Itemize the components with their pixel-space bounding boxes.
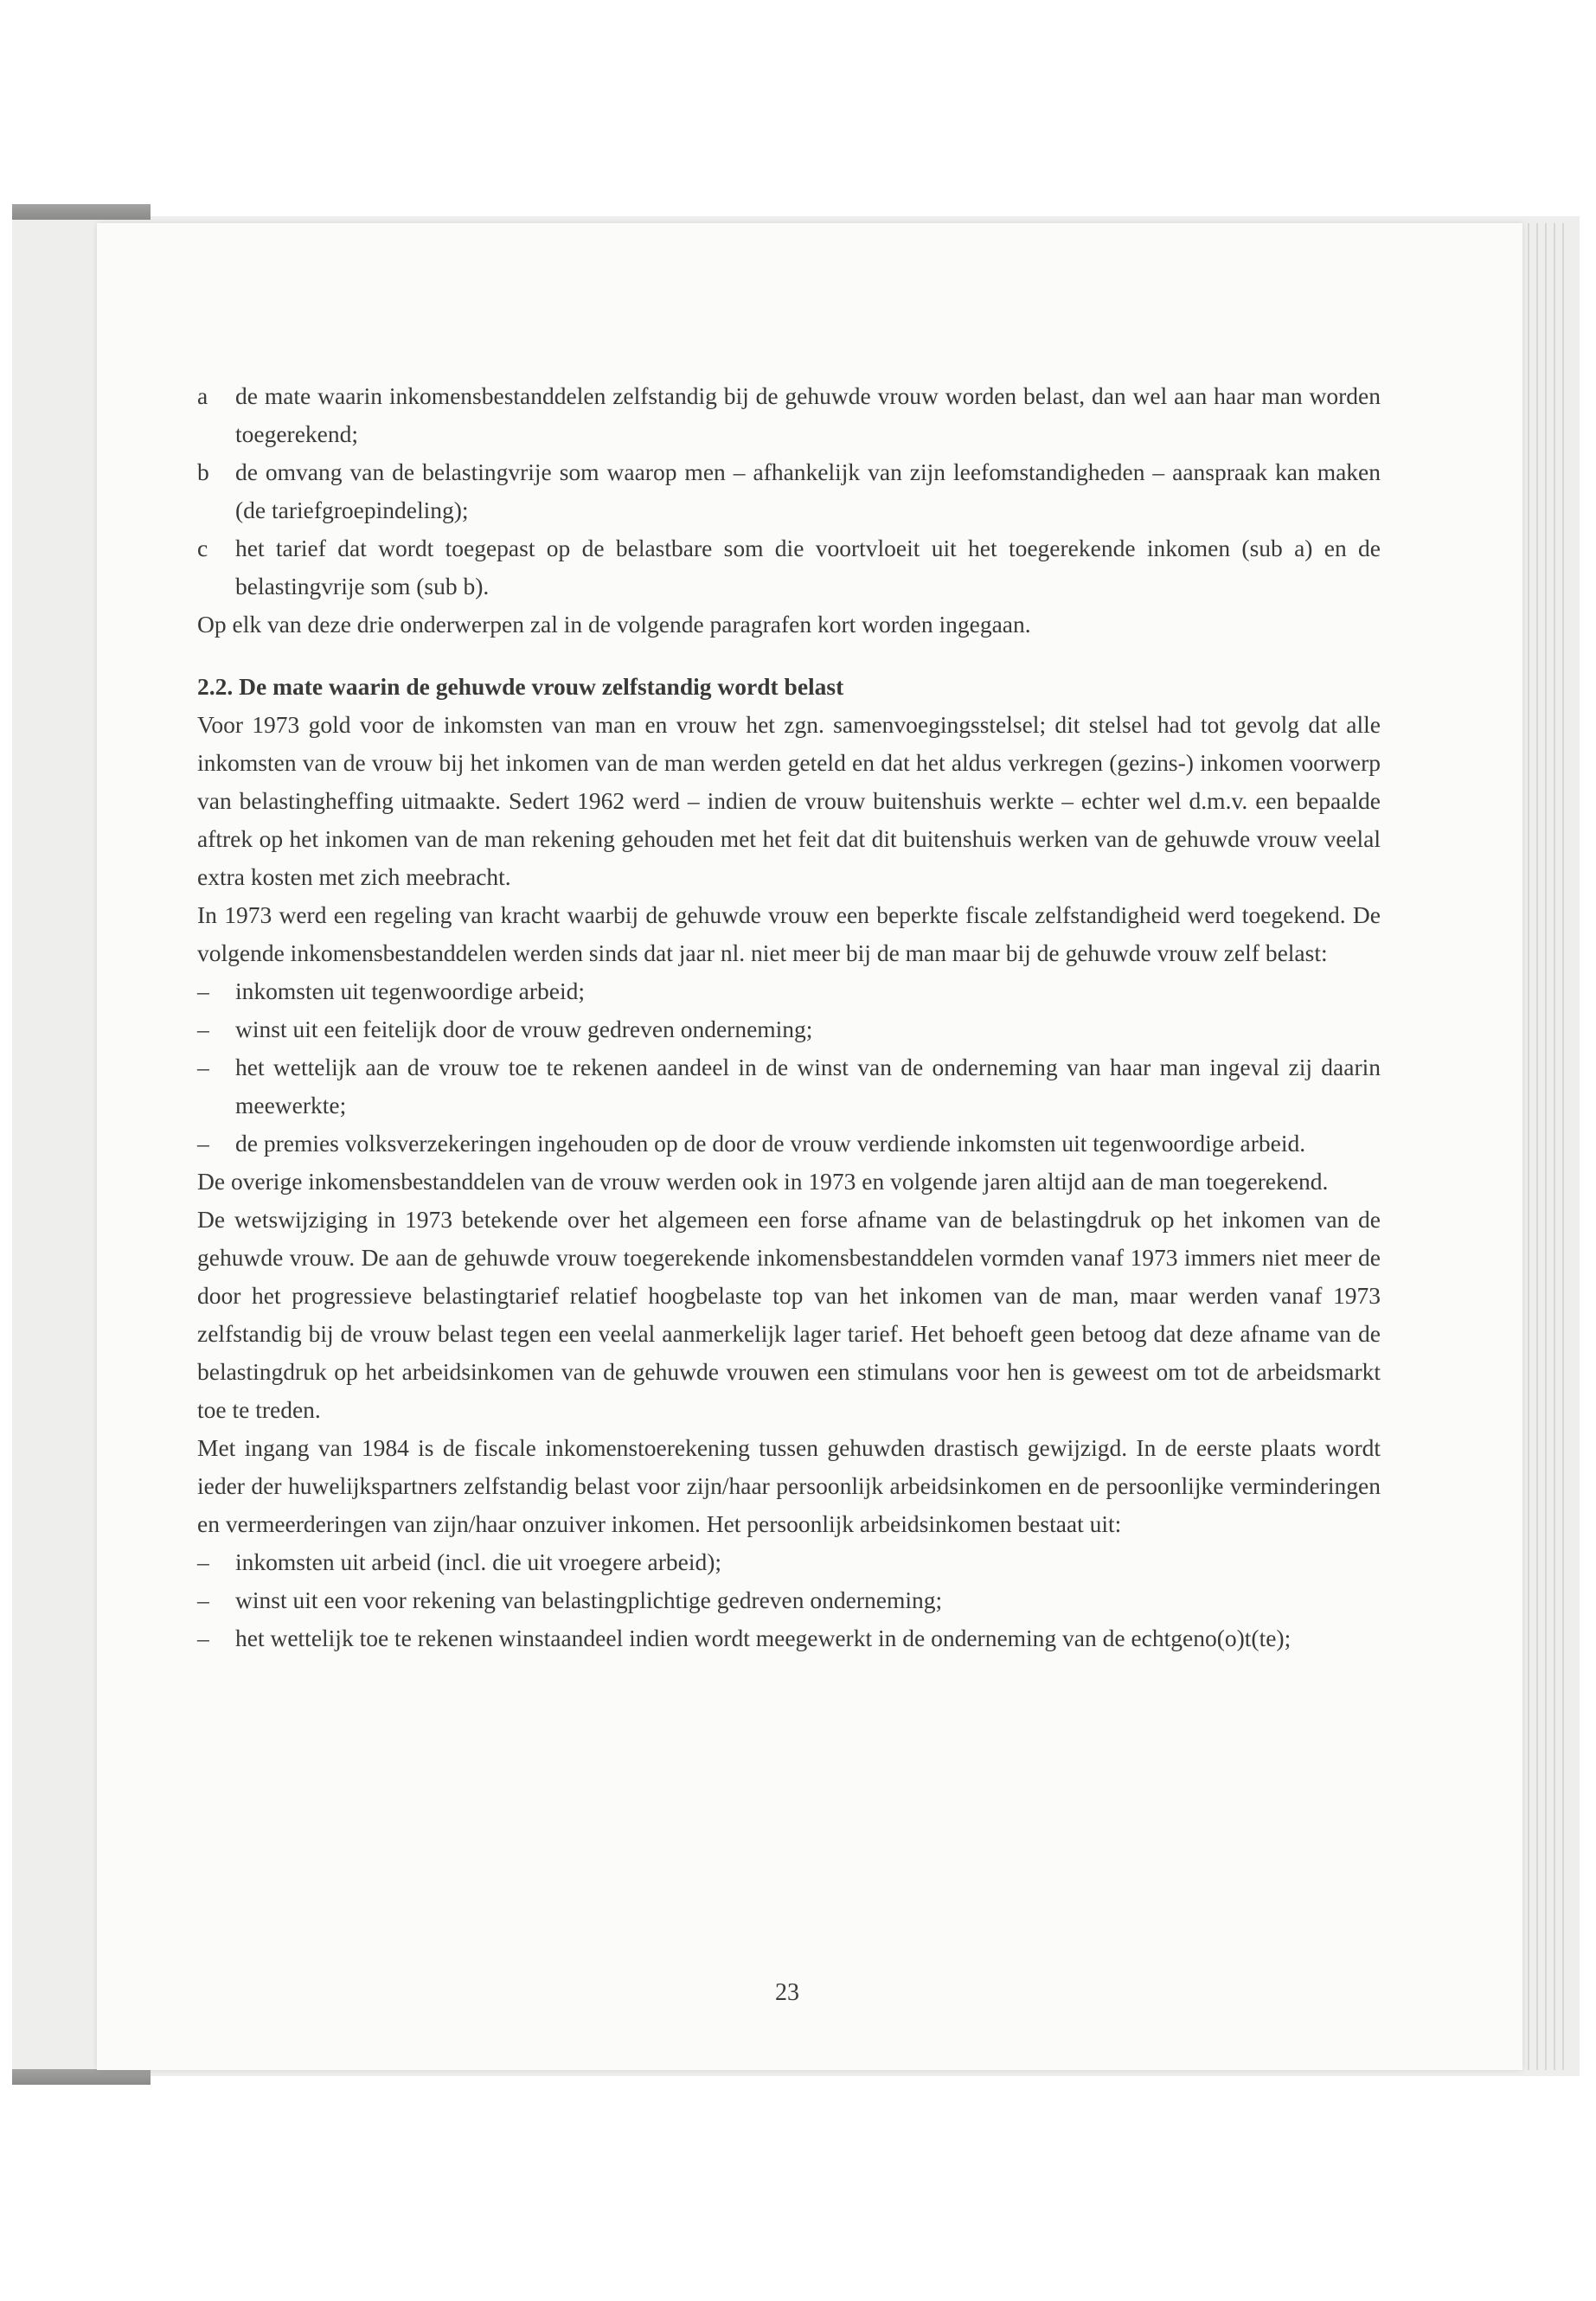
paragraph: In 1973 werd een regeling van kracht waarbij de gehuwde vrouw een beperkte fiscale zelfstandigheid werd toegekend. De volgende inkomensbestanddelen werden sinds dat jaar nl. niet meer bij de man maar bij de gehuwde vrouw zelf belast: [197, 901, 1381, 966]
dash-marker: – [197, 1130, 209, 1157]
list-item [197, 1619, 1381, 1657]
paragraph: De wetswijziging in 1973 betekende over het algemeen een forse afname van de belastingdruk op het inkomen van de gehuwde vrouw. De aan de gehuwde vrouw toegerekende inkomensbestanddelen vormden vanaf 1973 immers niet meer de door het progressieve belastingtarief relatief hoogbelaste top van het inkomen van de man, maar werden vanaf 1973 zelfstandig bij de vrouw belast tegen een veelal aanmerkelijk lager tarief. Het behoeft geen betoog dat deze afname van de belastingdruk op het arbeidsinkomen van de gehuwde vrouwen een stimulans voor hen is geweest om tot de arbeidsmarkt toe te treden. [197, 1206, 1381, 1423]
page-edge-line [1562, 223, 1564, 2070]
list-item [197, 1543, 1381, 1581]
list-item-text: het wettelijk aan de vrouw toe te rekenen aandeel in de winst van de onderneming van haar man ingeval zij daarin meewerkte; [235, 1054, 1381, 1118]
intro-list [197, 377, 1381, 606]
intro-closing-paragraph: Op elk van deze drie onderwerpen zal in de volgende paragrafen kort worden ingegaan. [197, 611, 1031, 638]
dash-list [197, 1543, 1381, 1657]
list-item-text: winst uit een voor rekening van belastingplichtige gedreven onderneming; [235, 1586, 943, 1613]
list-item [197, 1581, 1381, 1619]
list-marker: b [197, 458, 209, 485]
dash-marker: – [197, 1586, 209, 1613]
dash-marker: – [197, 1625, 209, 1651]
dash-marker: – [197, 1016, 209, 1042]
list-item [197, 1125, 1381, 1163]
list-item [197, 453, 1381, 529]
page-edge-line [1545, 223, 1547, 2070]
list-item-text: het wettelijk toe te rekenen winstaandeel indien wordt meegewerkt in de onderneming van de echtgeno(o)t(te); [235, 1625, 1292, 1651]
dash-marker: – [197, 977, 209, 1004]
dash-list [197, 972, 1381, 1163]
list-item-text: de mate waarin inkomensbestanddelen zelfstandig bij de gehuwde vrouw worden belast, dan wel aan haar man worden toegerekend; [235, 382, 1381, 447]
paragraph: De overige inkomensbestanddelen van de vrouw werden ook in 1973 en volgende jaren altijd aan de man toegerekend. [197, 1168, 1329, 1195]
paragraph: Met ingang van 1984 is de fiscale inkomenstoerekening tussen gehuwden drastisch gewijzigd. In de eerste plaats wordt ieder der huwelijkspartners zelfstandig belast voor zijn/haar persoonlijk arbeidsinkomen en de persoonlijke verminderingen en vermeerderingen van zijn/haar onzuiver inkomen. Het persoonlijk arbeidsinkomen bestaat uit: [197, 1434, 1381, 1537]
list-marker: a [197, 382, 208, 409]
page-edge-line [1536, 223, 1538, 2070]
list-item-text: winst uit een feitelijk door de vrouw gedreven onderneming; [235, 1016, 813, 1042]
list-item [197, 529, 1381, 606]
paragraph: Voor 1973 gold voor de inkomsten van man en vrouw het zgn. samenvoegingsstelsel; dit stelsel had tot gevolg dat alle inkomsten van de vrouw bij het inkomen van de man werden geteld en dat het aldus verkregen (gezins-) inkomen voorwerp van belastingheffing uitmaakte. Sedert 1962 werd – indien de vrouw buitenshuis werkte – echter wel d.m.v. een bepaalde aftrek op het inkomen van de man rekening gehouden met het feit dat dit buitenshuis werken van de gehuwde vrouw veelal extra kosten met zich meebracht. [197, 711, 1381, 890]
dash-marker: – [197, 1548, 209, 1575]
page-edge-line [1528, 223, 1529, 2070]
page-number: 23 [775, 1979, 799, 2006]
list-item [197, 972, 1381, 1010]
list-item-text: de premies volksverzekeringen ingehouden op de door de vrouw verdiende inkomsten uit tegenwoordige arbeid. [235, 1130, 1306, 1157]
list-item-text: inkomsten uit arbeid (incl. die uit vroegere arbeid); [235, 1548, 722, 1575]
section-heading: 2.2. De mate waarin de gehuwde vrouw zelfstandig wordt belast [197, 673, 844, 700]
list-item-text: inkomsten uit tegenwoordige arbeid; [235, 977, 586, 1004]
list-item [197, 1010, 1381, 1048]
spine-tab-top [12, 204, 151, 220]
page-edges [1522, 223, 1574, 2070]
page-edge-line [1554, 223, 1555, 2070]
spine-tab-bottom [12, 2069, 151, 2085]
list-item-text: de omvang van de belastingvrije som waarop men – afhankelijk van zijn leefomstandigheden – aanspraak kan maken (de tariefgroepindeling); [235, 458, 1381, 523]
list-item [197, 1048, 1381, 1125]
page-body-text [197, 377, 1381, 1657]
list-marker: c [197, 535, 208, 561]
list-item [197, 377, 1381, 453]
dash-marker: – [197, 1054, 209, 1080]
list-item-text: het tarief dat wordt toegepast op de belastbare som die voortvloeit uit het toegerekende inkomen (sub a) en de belastingvrije som (sub b). [235, 535, 1381, 599]
